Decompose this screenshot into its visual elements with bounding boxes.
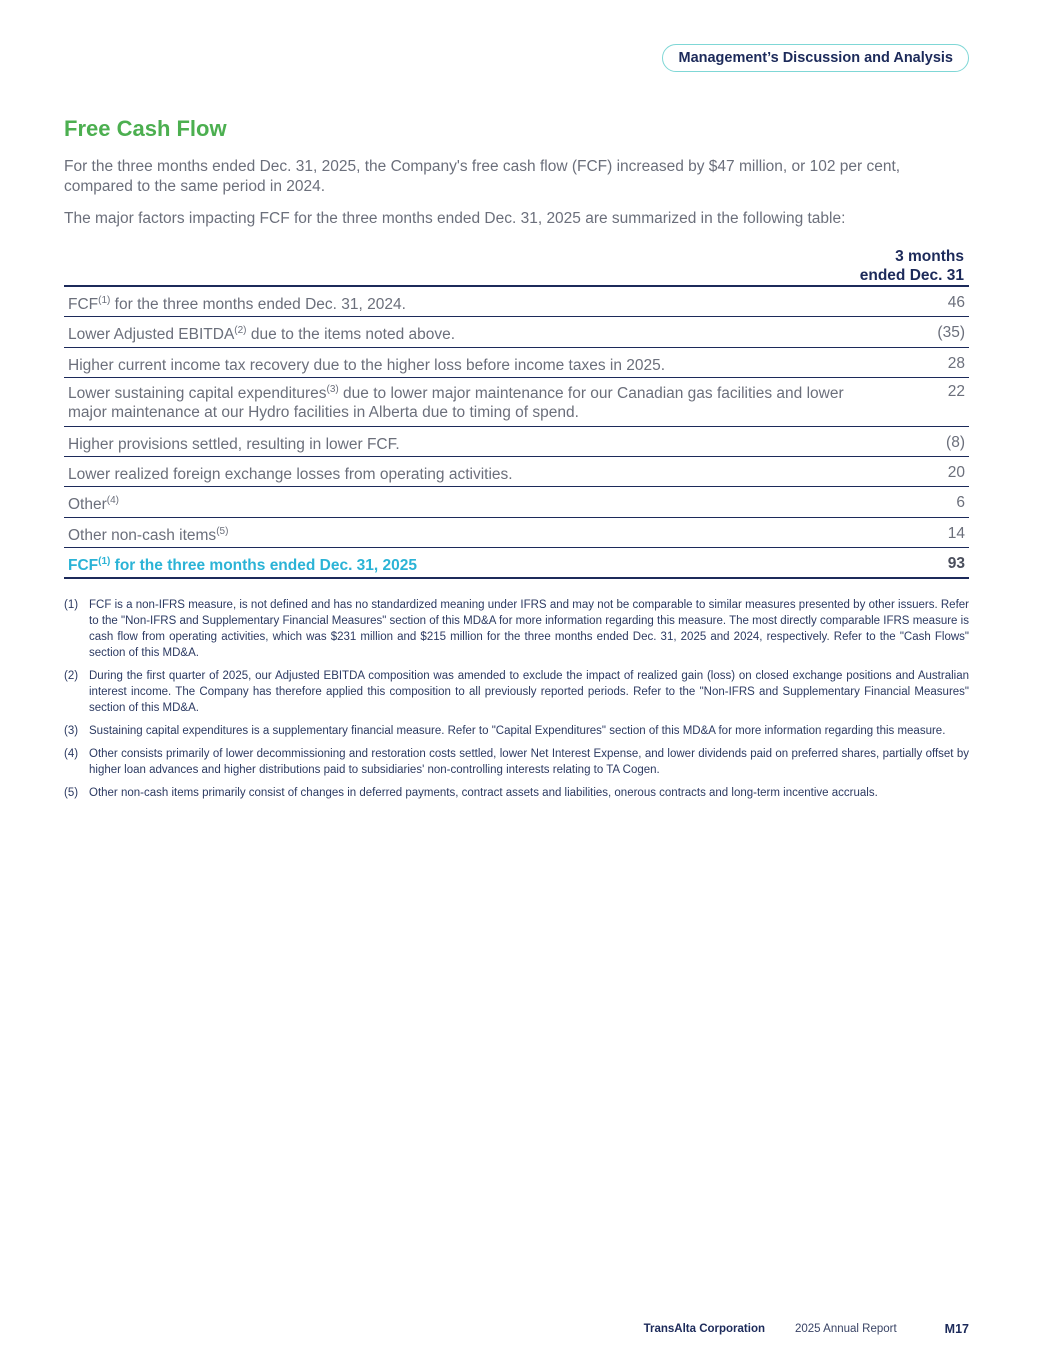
page-footer [644, 1322, 969, 1336]
row-value: 20 [947, 464, 965, 482]
footnotes [64, 597, 969, 808]
page-title: Free Cash Flow [64, 116, 227, 141]
row-label: FCF$^{(1)}$ for the three months ended Dec. 31, 2024. [68, 294, 406, 313]
row-value: (35) [937, 324, 965, 342]
footnote-text: Other non-cash items primarily consist of changes in deferred payments, contract assets and liabilities, onerous contracts and long-term incentive accruals. [89, 787, 878, 799]
footnote [64, 597, 969, 661]
table-row [64, 317, 969, 347]
row-label: Other$^{(4)}$ [68, 495, 119, 514]
footnote [64, 668, 969, 716]
table-row [64, 348, 969, 378]
table-total-row [64, 548, 969, 578]
row-value: 14 [947, 524, 965, 542]
page-number: M17 [944, 1322, 969, 1336]
footnote-text: Sustaining capital expenditures is a supplementary financial measure. Refer to "Capital Expenditures" section of this MD&A for more information regarding this measure. [89, 725, 946, 737]
column-header-line-1: 3 months [895, 248, 964, 265]
footnote-number: (5) [64, 787, 79, 799]
row-label: Higher current income tax recovery due to the higher loss before income taxes in 2025. [68, 356, 666, 374]
row-value: (8) [946, 433, 965, 451]
total-value: 93 [947, 555, 965, 573]
row-value: 28 [947, 354, 965, 372]
row-label: Other non-cash items$^{(5)}$ [68, 525, 229, 544]
row-label: Lower Adjusted EBITDA$^{(2)}$ due to the items noted above. [68, 325, 456, 344]
footnote-text: Other consists primarily of lower decommissioning and restoration costs settled, lower Net Interest Expense, and lower dividends paid on preferred shares, partially offset by higher loan advances and higher distributions paid to subsidiaries' non-controlling interests relating to TA Cogen. [89, 748, 969, 776]
row-label: Higher provisions settled, resulting in lower FCF. [68, 435, 400, 453]
footnote-number: (3) [64, 725, 79, 737]
column-header-line-2: ended Dec. 31 [859, 267, 964, 284]
footnote [64, 746, 969, 778]
total-label: FCF$^{(1)}$ for the three months ended Dec. 31, 2025 [68, 556, 418, 575]
footnote-number: (4) [64, 748, 79, 760]
row-value: 6 [956, 494, 965, 512]
footnote-number: (1) [64, 599, 79, 611]
footnote [64, 785, 969, 801]
table-row [64, 378, 969, 427]
fcf-table [64, 285, 969, 579]
table-row [64, 518, 969, 548]
table-row [64, 287, 969, 317]
footer-report: 2025 Annual Report [795, 1323, 897, 1335]
table-row [64, 427, 969, 457]
table-row [64, 487, 969, 517]
table-row [64, 457, 969, 487]
row-label: Lower sustaining capital expenditures$^{(3)}$ due to lower major maintenance for our Canadian gas facilities and lower major maintenance at our Hydro facilities in Alberta due to timing of spend. [68, 384, 844, 422]
row-value: 46 [947, 294, 965, 311]
column-header [860, 247, 964, 285]
intro-paragraph: For the three months ended Dec. 31, 2025, the Company's free cash flow (FCF) increased by $47 million, or 102 per cent, compared to the same period in 2024. [64, 158, 901, 195]
footnote-number: (2) [64, 670, 79, 682]
footnote-text: During the first quarter of 2025, our Adjusted EBITDA composition was amended to exclude the impact of realized gain (loss) on closed exchange positions and Australian interest income. The Company has therefore applied this composition to all previously reported periods. Refer to the "Non-IFRS and Supplementary Financial Measures" section of this MD&A. [89, 670, 969, 714]
footnote-text: FCF is a non-IFRS measure, is not defined and has no standardized meaning under IFRS and may not be comparable to similar measures presented by other issuers. Refer to the "Non-IFRS and Supplementary Financial Measures" section of this MD&A for more information regarding this measure. The most directly comparable IFRS measure is cash flow from operating activities, which was $231 million and $215 million for the three months ended Dec. 31, 2025 and 2024, respectively. Refer to the "Cash Flows" section of this MD&A. [89, 599, 969, 659]
section-label: Management’s Discussion and Analysis [662, 44, 969, 72]
row-value: 22 [947, 383, 965, 401]
row-label: Lower realized foreign exchange losses from operating activities. [68, 466, 513, 484]
footer-company: TransAlta Corporation [643, 1323, 765, 1335]
footnote [64, 723, 969, 739]
summary-paragraph: The major factors impacting FCF for the three months ended Dec. 31, 2025 are summarized in the following table: [64, 210, 846, 227]
